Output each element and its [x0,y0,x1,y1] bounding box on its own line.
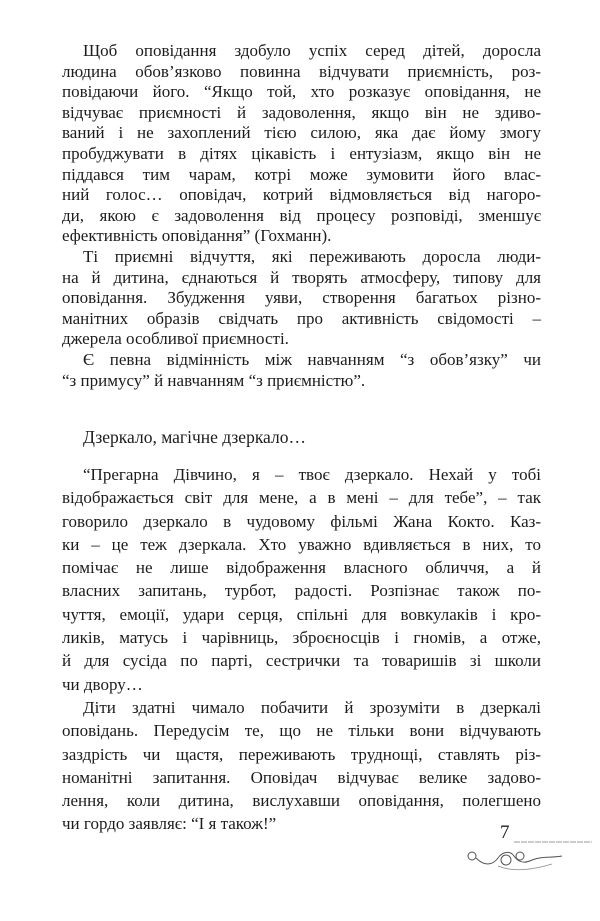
text-line: людина обов’язково повинна відчувати приємність, роз- [62,61,541,81]
text-line: Щоб оповідання здобуло успіх серед дітей, доросла [83,41,541,60]
text-line: говорило дзеркало в чудовому фільмі Жана Кокто. Каз- [62,511,541,531]
text-line: оповідань. Передусім те, що не тільки вони відчувають [62,721,541,741]
paragraph [62,247,541,350]
text-line: відображається світ для мене, а в мені – для тебе”, – так [62,488,541,508]
text-line: на й дитина, єднаються й творять атмосферу, типову для [62,267,541,287]
text-line: Діти здатні чимало побачити й зрозуміти в дзеркалі [83,697,541,717]
text-line: ки – це теж дзеркала. Хто уважно вдивляється в них, то [62,534,541,554]
text-line: чи гордо заявляє: “І я також!” [62,814,277,834]
text-line: чуття, емоції, удари серця, спільні для вовкулаків і кро- [62,604,541,624]
paragraph [62,463,541,696]
paragraph [62,696,541,836]
text-line: джерела особливої приємності. [62,329,289,349]
text-line: й для сусіда по парті, сестрички та товаришів зі школи [62,651,541,671]
text-line: Є певна відмінність між навчанням “з обов’язку” чи [83,349,541,369]
text-line: пробуджувати в дітях цікавість і ентузіазм, якщо він не [62,143,541,163]
text-line: манітних образів свідчать про активність свідомості – [62,308,541,328]
text-section-2 [62,463,541,836]
text-line: “з примусу” й навчанням “з приємністю”. [62,370,366,390]
paragraph [62,350,541,391]
text-line: номанітні запитання. Оповідач відчуває велике задово- [62,767,541,787]
text-line: “Прегарна Дівчино, я – твоє дзеркало. Нехай у тобі [83,465,541,484]
text-line: оповідання. Збудження уяви, створення багатьох різно- [62,288,541,308]
text-line: Ті приємні відчуття, які переживають доросла люди- [83,246,541,266]
paragraph [62,41,541,247]
page-ornament-icon [462,836,592,876]
section-heading: Дзеркало, магічне дзеркало… [83,427,306,447]
text-section-1 [62,41,541,391]
text-line: ний голос… оповідач, котрий відмовляється від нагоро- [62,185,541,205]
text-line: ефективність оповідання” (Гохманн). [62,226,332,246]
text-line: повідаючи його. “Якщо той, хто розказує оповідання, не [62,82,541,102]
text-line: лення, коли дитина, вислухавши оповідання, полегшено [62,791,541,811]
text-line: відчуває приємності й задоволення, якщо він не здиво- [62,102,541,122]
text-line: помічає не лише відображення власного обличчя, а й [62,558,541,578]
text-line: ликів, матусь і чарівниць, зброєносців і гномів, а отже, [62,628,541,648]
text-line: заздрість чи щастя, переживають труднощі, ставлять різ- [62,744,541,764]
text-line: піддався тим чарам, котрі може зумовити його влас- [62,164,541,184]
page-number: 7 [500,822,510,843]
text-line: ди, якою є задоволення від процесу розповіді, зменшує [62,205,541,225]
text-line: власних запитань, турбот, радості. Розпізнає також по- [62,581,541,601]
text-line: ваний і не захоплений тією силою, яка дає йому змогу [62,123,541,143]
text-line: чи двору… [62,674,143,694]
